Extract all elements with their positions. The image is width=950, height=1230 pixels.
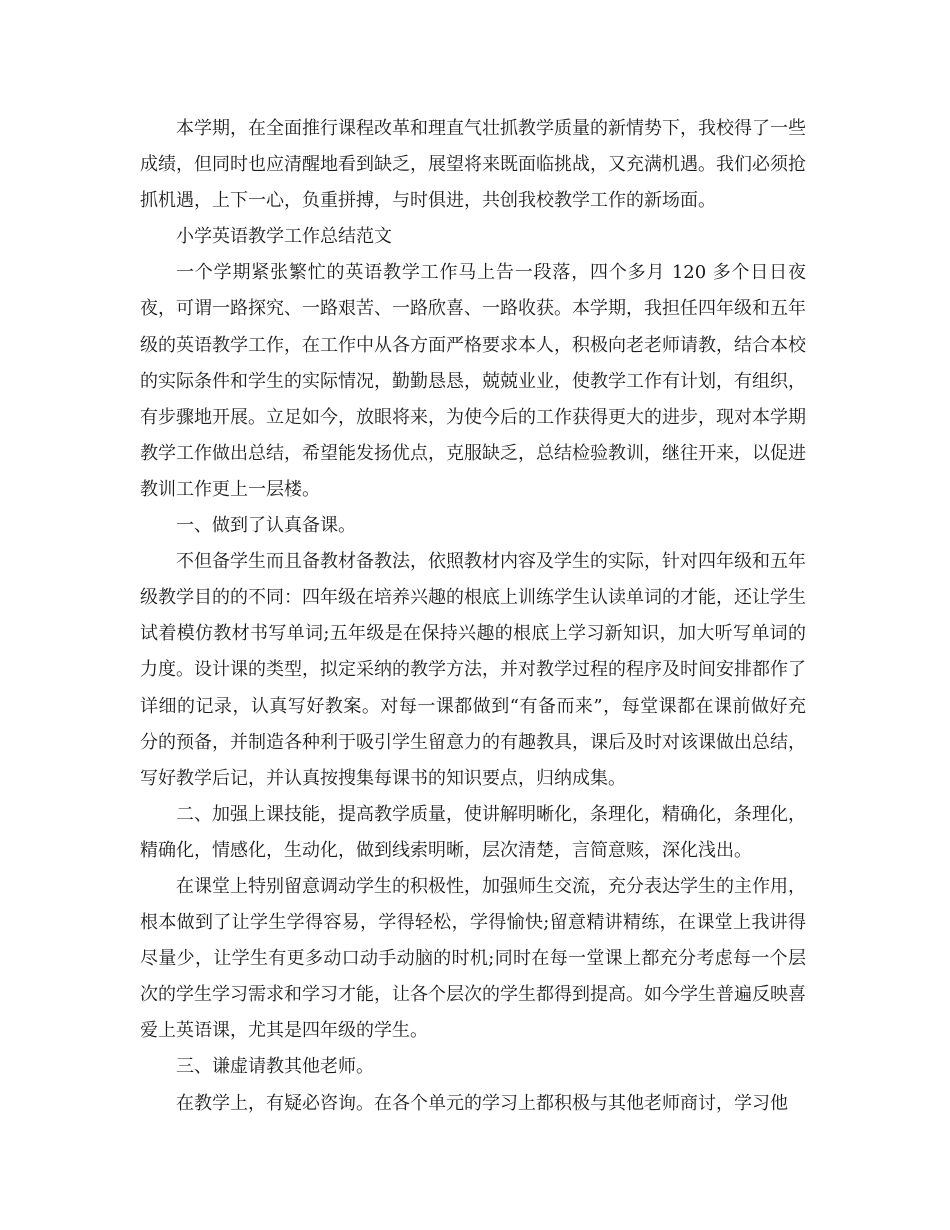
section-heading-2: 二、加强上课技能，提高教学质量，使讲解明晰化，条理化，精确化，条理化，精确化，情感化，生动化，做到线索明晰，层次清楚，言简意赅，深化浅出。 bbox=[140, 803, 806, 861]
document-title: 小学英语教学工作总结范文 bbox=[176, 226, 392, 248]
paragraph-overview: 一个学期紧张繁忙的英语教学工作马上告一段落，四个多月 120 多个日日夜夜，可谓一路探究、一路艰苦、一路欣喜、一路收获。本学期，我担任四年级和五年级的英语教学工作，在工作中从各方面严格要求本人，积极向老老师请教，结合本校的实际条件和学生的实际情况，勤勤恳恳，兢兢业业，使教学工作有计划，有组织，有步骤地开展。立足如今，放眼将来，为使今后的工作获得更大的进步，现对本学期教学工作做出总结，希望能发扬优点，克服缺乏，总结检验教训，继往开来，以促进教训工作更上一层楼。 bbox=[140, 262, 806, 500]
paragraph-classroom: 在课堂上特别留意调动学生的积极性，加强师生交流，充分表达学生的主作用，根本做到了让学生学得容易，学得轻松，学得愉快;留意精讲精练，在课堂上我讲得尽量少，让学生有更多动口动手动脑的时机;同时在每一堂课上都充分考虑每一个层次的学生学习需求和学习才能，让各个层次的学生都得到提高。如今学生普遍反映喜爱上英语课，尤其是四年级的学生。 bbox=[140, 875, 806, 1042]
document-body bbox=[140, 111, 806, 1122]
section-heading-1: 一、做到了认真备课。 bbox=[176, 515, 356, 537]
paragraph-intro-conclusion: 本学期，在全面推行课程改革和理直气壮抓教学质量的新情势下，我校得了一些成绩，但同时也应清醒地看到缺乏，展望将来既面临挑战，又充满机遇。我们必须抢抓机遇，上下一心，负重拼搏，与时俱进，共创我校教学工作的新场面。 bbox=[140, 118, 806, 212]
paragraph-lesson-prep: 不但备学生而且备教材备教法，依照教材内容及学生的实际，针对四年级和五年级教学目的的不同：四年级在培养兴趣的根底上训练学生认读单词的才能，还让学生试着模仿教材书写单词;五年级是在保持兴趣的根底上学习新知识，加大听写单词的力度。设计课的类型，拟定采纳的教学方法，并对教学过程的程序及时间安排都作了详细的记录，认真写好教案。对每一课都做到“有备而来”，每堂课都在课前做好充分的预备，并制造各种利于吸引学生留意力的有趣教具，课后及时对该课做出总结，写好教学后记，并认真按搜集每课书的知识要点，归纳成集。 bbox=[140, 551, 806, 789]
paragraph-consult: 在教学上，有疑必咨询。在各个单元的学习上都积极与其他老师商讨，学习他 bbox=[176, 1092, 788, 1114]
section-heading-3: 三、谦虚请教其他老师。 bbox=[176, 1056, 374, 1078]
